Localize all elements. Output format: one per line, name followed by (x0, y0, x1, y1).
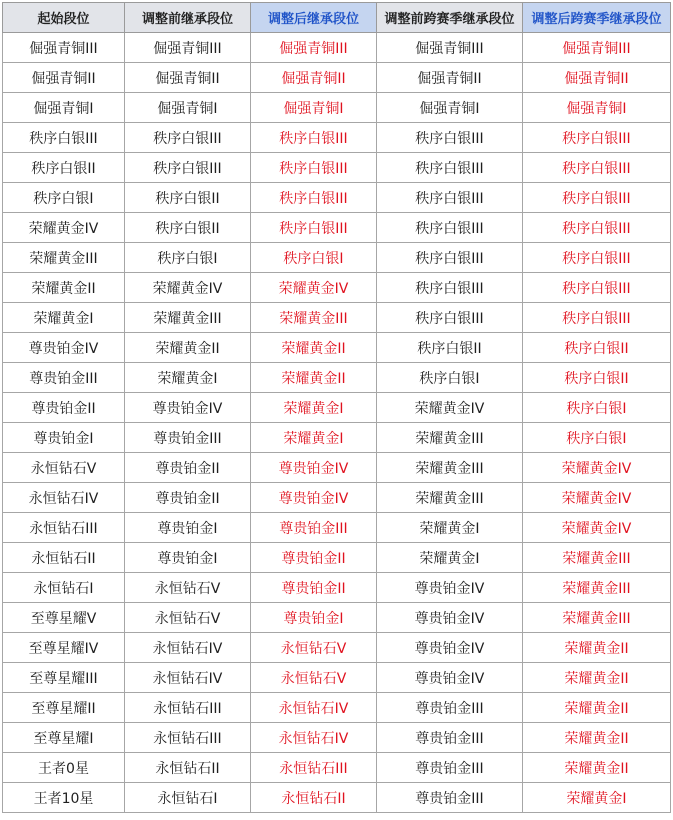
table-row (3, 333, 671, 363)
after-cross-season-cell: 秩序白银III (523, 213, 671, 243)
before-inherit-cell: 秩序白银III (125, 153, 251, 183)
after-cross-season-cell: 秩序白银II (523, 333, 671, 363)
start-rank-cell: 荣耀黄金I (3, 303, 125, 333)
table-row (3, 603, 671, 633)
table-row (3, 513, 671, 543)
before-inherit-cell: 倔强青铜II (125, 63, 251, 93)
table-row (3, 693, 671, 723)
after-cross-season-cell: 荣耀黄金III (523, 573, 671, 603)
before-inherit-cell: 荣耀黄金III (125, 303, 251, 333)
before-inherit-cell: 荣耀黄金IV (125, 273, 251, 303)
after-cross-season-cell: 秩序白银III (523, 243, 671, 273)
before-cross-season-cell: 尊贵铂金IV (377, 663, 523, 693)
before-cross-season-cell: 荣耀黄金III (377, 453, 523, 483)
after-cross-season-cell: 秩序白银III (523, 123, 671, 153)
rank-inheritance-table (2, 2, 671, 813)
before-inherit-cell: 永恒钻石III (125, 693, 251, 723)
before-cross-season-cell: 秩序白银III (377, 123, 523, 153)
table-row (3, 543, 671, 573)
after-inherit-cell: 永恒钻石III (251, 753, 377, 783)
header-after-inherit: 调整后继承段位 (251, 3, 377, 33)
after-inherit-cell: 尊贵铂金IV (251, 453, 377, 483)
start-rank-cell: 永恒钻石IV (3, 483, 125, 513)
start-rank-cell: 王者10星 (3, 783, 125, 813)
after-inherit-cell: 永恒钻石IV (251, 693, 377, 723)
table-row (3, 183, 671, 213)
table-row (3, 63, 671, 93)
after-inherit-cell: 尊贵铂金IV (251, 483, 377, 513)
start-rank-cell: 永恒钻石II (3, 543, 125, 573)
before-inherit-cell: 永恒钻石IV (125, 633, 251, 663)
after-cross-season-cell: 秩序白银II (523, 363, 671, 393)
before-inherit-cell: 秩序白银III (125, 123, 251, 153)
table-row (3, 273, 671, 303)
before-cross-season-cell: 荣耀黄金III (377, 423, 523, 453)
before-cross-season-cell: 尊贵铂金III (377, 693, 523, 723)
table-row (3, 33, 671, 63)
before-inherit-cell: 倔强青铜I (125, 93, 251, 123)
before-inherit-cell: 尊贵铂金IV (125, 393, 251, 423)
before-inherit-cell: 倔强青铜III (125, 33, 251, 63)
table-row (3, 783, 671, 813)
before-cross-season-cell: 尊贵铂金III (377, 753, 523, 783)
table-row (3, 393, 671, 423)
start-rank-cell: 秩序白银II (3, 153, 125, 183)
after-inherit-cell: 永恒钻石V (251, 633, 377, 663)
table-row (3, 753, 671, 783)
table-row (3, 663, 671, 693)
before-cross-season-cell: 秩序白银I (377, 363, 523, 393)
before-inherit-cell: 荣耀黄金II (125, 333, 251, 363)
after-inherit-cell: 尊贵铂金III (251, 513, 377, 543)
table-row (3, 243, 671, 273)
before-cross-season-cell: 尊贵铂金III (377, 723, 523, 753)
before-cross-season-cell: 倔强青铜III (377, 33, 523, 63)
table-row (3, 303, 671, 333)
after-inherit-cell: 永恒钻石V (251, 663, 377, 693)
before-inherit-cell: 尊贵铂金I (125, 513, 251, 543)
after-cross-season-cell: 荣耀黄金II (523, 633, 671, 663)
after-cross-season-cell: 荣耀黄金II (523, 663, 671, 693)
start-rank-cell: 荣耀黄金II (3, 273, 125, 303)
header-before-cross-season: 调整前跨赛季继承段位 (377, 3, 523, 33)
table-row (3, 483, 671, 513)
after-cross-season-cell: 秩序白银I (523, 393, 671, 423)
before-inherit-cell: 尊贵铂金II (125, 453, 251, 483)
before-cross-season-cell: 荣耀黄金III (377, 483, 523, 513)
table-row (3, 153, 671, 183)
after-cross-season-cell: 荣耀黄金IV (523, 513, 671, 543)
before-cross-season-cell: 秩序白银III (377, 273, 523, 303)
before-cross-season-cell: 倔强青铜I (377, 93, 523, 123)
start-rank-cell: 永恒钻石I (3, 573, 125, 603)
before-inherit-cell: 尊贵铂金III (125, 423, 251, 453)
after-inherit-cell: 永恒钻石II (251, 783, 377, 813)
start-rank-cell: 倔强青铜II (3, 63, 125, 93)
before-inherit-cell: 永恒钻石IV (125, 663, 251, 693)
before-cross-season-cell: 荣耀黄金IV (377, 393, 523, 423)
before-cross-season-cell: 秩序白银III (377, 243, 523, 273)
start-rank-cell: 永恒钻石III (3, 513, 125, 543)
after-inherit-cell: 秩序白银III (251, 183, 377, 213)
table-row (3, 363, 671, 393)
start-rank-cell: 秩序白银I (3, 183, 125, 213)
header-before-inherit: 调整前继承段位 (125, 3, 251, 33)
before-cross-season-cell: 尊贵铂金IV (377, 573, 523, 603)
after-cross-season-cell: 秩序白银III (523, 273, 671, 303)
after-cross-season-cell: 倔强青铜II (523, 63, 671, 93)
before-inherit-cell: 秩序白银II (125, 183, 251, 213)
before-cross-season-cell: 尊贵铂金IV (377, 633, 523, 663)
before-cross-season-cell: 尊贵铂金III (377, 783, 523, 813)
start-rank-cell: 倔强青铜III (3, 33, 125, 63)
start-rank-cell: 至尊星耀I (3, 723, 125, 753)
after-cross-season-cell: 荣耀黄金III (523, 543, 671, 573)
before-cross-season-cell: 倔强青铜II (377, 63, 523, 93)
after-cross-season-cell: 秩序白银III (523, 303, 671, 333)
before-cross-season-cell: 秩序白银III (377, 153, 523, 183)
after-inherit-cell: 荣耀黄金II (251, 363, 377, 393)
after-inherit-cell: 荣耀黄金I (251, 393, 377, 423)
before-cross-season-cell: 荣耀黄金I (377, 513, 523, 543)
start-rank-cell: 永恒钻石V (3, 453, 125, 483)
before-inherit-cell: 尊贵铂金I (125, 543, 251, 573)
start-rank-cell: 至尊星耀III (3, 663, 125, 693)
start-rank-cell: 荣耀黄金III (3, 243, 125, 273)
after-cross-season-cell: 荣耀黄金II (523, 693, 671, 723)
start-rank-cell: 倔强青铜I (3, 93, 125, 123)
before-inherit-cell: 永恒钻石I (125, 783, 251, 813)
after-inherit-cell: 尊贵铂金II (251, 543, 377, 573)
table-row (3, 453, 671, 483)
table-row (3, 93, 671, 123)
after-cross-season-cell: 荣耀黄金III (523, 603, 671, 633)
table-body (3, 33, 671, 813)
after-inherit-cell: 永恒钻石IV (251, 723, 377, 753)
start-rank-cell: 尊贵铂金II (3, 393, 125, 423)
after-cross-season-cell: 荣耀黄金II (523, 753, 671, 783)
table-row (3, 423, 671, 453)
before-inherit-cell: 秩序白银I (125, 243, 251, 273)
after-inherit-cell: 倔强青铜III (251, 33, 377, 63)
start-rank-cell: 王者0星 (3, 753, 125, 783)
after-inherit-cell: 倔强青铜II (251, 63, 377, 93)
after-inherit-cell: 秩序白银I (251, 243, 377, 273)
after-inherit-cell: 荣耀黄金II (251, 333, 377, 363)
before-cross-season-cell: 秩序白银III (377, 303, 523, 333)
after-cross-season-cell: 荣耀黄金II (523, 723, 671, 753)
after-inherit-cell: 荣耀黄金I (251, 423, 377, 453)
after-cross-season-cell: 秩序白银III (523, 153, 671, 183)
after-cross-season-cell: 荣耀黄金I (523, 783, 671, 813)
before-inherit-cell: 永恒钻石V (125, 603, 251, 633)
before-cross-season-cell: 秩序白银II (377, 333, 523, 363)
start-rank-cell: 秩序白银III (3, 123, 125, 153)
before-cross-season-cell: 秩序白银III (377, 213, 523, 243)
after-inherit-cell: 尊贵铂金I (251, 603, 377, 633)
after-cross-season-cell: 倔强青铜I (523, 93, 671, 123)
start-rank-cell: 至尊星耀II (3, 693, 125, 723)
after-cross-season-cell: 荣耀黄金IV (523, 483, 671, 513)
header-row (3, 3, 671, 33)
before-inherit-cell: 秩序白银II (125, 213, 251, 243)
before-inherit-cell: 永恒钻石II (125, 753, 251, 783)
after-inherit-cell: 秩序白银III (251, 123, 377, 153)
start-rank-cell: 荣耀黄金IV (3, 213, 125, 243)
table-row (3, 723, 671, 753)
after-inherit-cell: 荣耀黄金IV (251, 273, 377, 303)
header-start-rank: 起始段位 (3, 3, 125, 33)
after-inherit-cell: 倔强青铜I (251, 93, 377, 123)
before-inherit-cell: 荣耀黄金I (125, 363, 251, 393)
start-rank-cell: 尊贵铂金III (3, 363, 125, 393)
after-cross-season-cell: 荣耀黄金IV (523, 453, 671, 483)
table-row (3, 573, 671, 603)
start-rank-cell: 至尊星耀IV (3, 633, 125, 663)
start-rank-cell: 至尊星耀V (3, 603, 125, 633)
table-row (3, 123, 671, 153)
before-cross-season-cell: 荣耀黄金I (377, 543, 523, 573)
header-after-cross-season: 调整后跨赛季继承段位 (523, 3, 671, 33)
after-cross-season-cell: 倔强青铜III (523, 33, 671, 63)
before-inherit-cell: 永恒钻石V (125, 573, 251, 603)
before-cross-season-cell: 尊贵铂金IV (377, 603, 523, 633)
after-inherit-cell: 尊贵铂金II (251, 573, 377, 603)
start-rank-cell: 尊贵铂金IV (3, 333, 125, 363)
after-cross-season-cell: 秩序白银III (523, 183, 671, 213)
before-inherit-cell: 永恒钻石III (125, 723, 251, 753)
after-inherit-cell: 秩序白银III (251, 213, 377, 243)
after-inherit-cell: 荣耀黄金III (251, 303, 377, 333)
before-cross-season-cell: 秩序白银III (377, 183, 523, 213)
after-cross-season-cell: 秩序白银I (523, 423, 671, 453)
table-row (3, 213, 671, 243)
before-inherit-cell: 尊贵铂金II (125, 483, 251, 513)
table-row (3, 633, 671, 663)
start-rank-cell: 尊贵铂金I (3, 423, 125, 453)
after-inherit-cell: 秩序白银III (251, 153, 377, 183)
